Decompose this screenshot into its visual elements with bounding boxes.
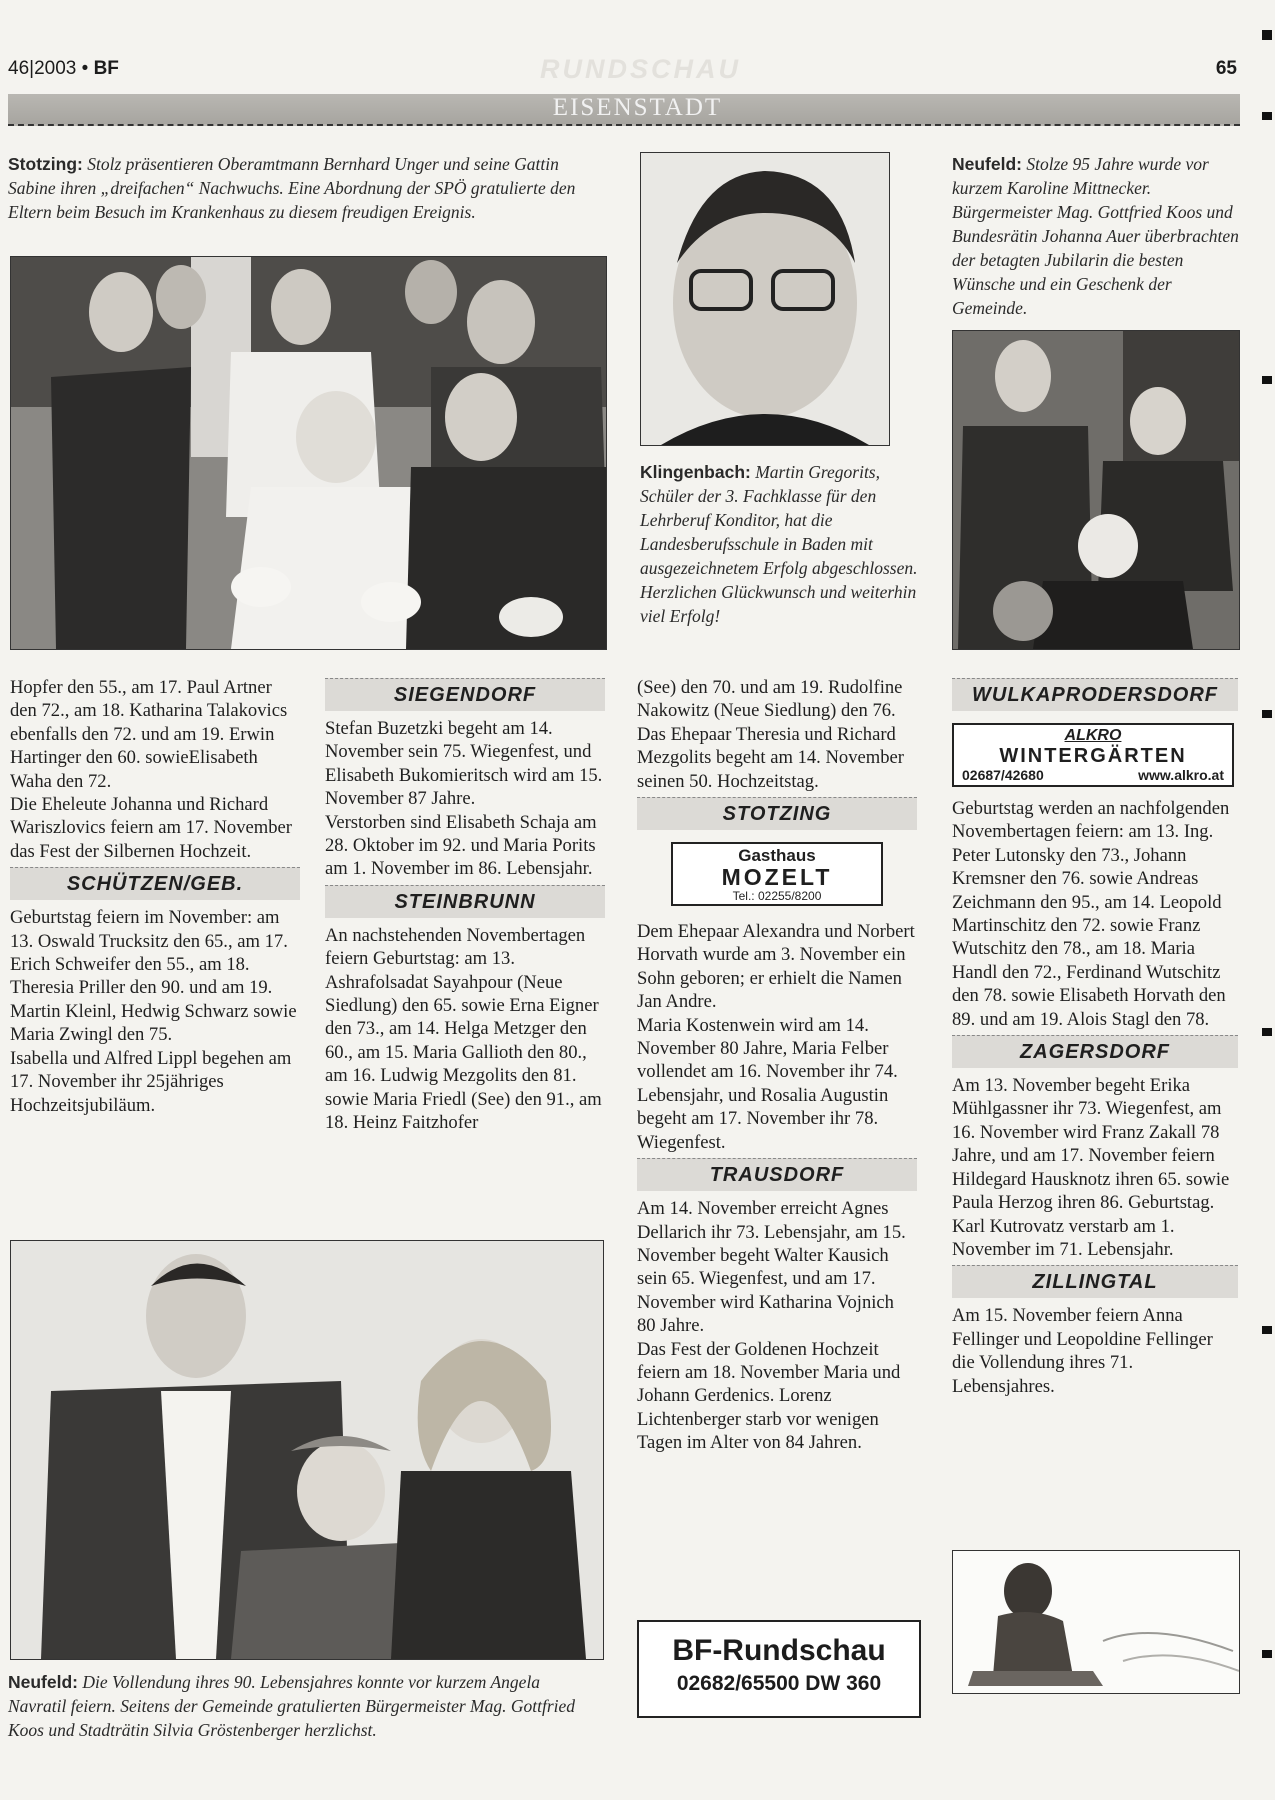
ad-bf-rundschau[interactable] bbox=[637, 1620, 921, 1718]
photo-child-ad bbox=[952, 1550, 1240, 1694]
margin-mark bbox=[1262, 1028, 1272, 1036]
publication-title: RUNDSCHAU bbox=[540, 54, 741, 84]
ad-alkro-phone: 02687/42680 bbox=[962, 767, 1044, 783]
page-number: 65 bbox=[1215, 58, 1237, 79]
section-title: EISENSTADT bbox=[552, 94, 723, 121]
ad-alkro-title: WINTERGÄRTEN bbox=[999, 745, 1187, 767]
column-4 bbox=[952, 678, 1238, 1398]
column-2 bbox=[325, 678, 605, 1135]
paragraph: Das Fest der Goldenen Hochzeit feiern am 18. November Maria und Johann Gerdenics. Lorenz Lichtenberger starb vor wenigen Tagen im Alter von 84 Jahren. bbox=[637, 1338, 901, 1454]
ad-alkro-wintergaerten[interactable] bbox=[952, 723, 1234, 787]
margin-mark bbox=[1262, 1326, 1272, 1334]
photo-neufeld-navratil bbox=[10, 1240, 604, 1660]
ad-bf-title: BF-Rundschau bbox=[672, 1634, 886, 1667]
caption-neufeld-top: Neufeld: Stolze 95 Jahre wurde vor kurzem Karoline Mittnecker. Bürgermeister Mag. Gottfried Koos und Bundesrätin Johanna Auer überbrachten der betagten Jubilarin die besten Wünsche und ein Geschenk der Gemeinde. bbox=[952, 154, 1239, 318]
section-heading-schuetzen: SCHÜTZEN/GEB. bbox=[10, 867, 300, 900]
section-heading-steinbrunn: STEINBRUNN bbox=[325, 885, 605, 918]
issue-label: 46|2003 • BF bbox=[8, 58, 119, 79]
column-1 bbox=[10, 676, 300, 1117]
section-heading-siegendorf: SIEGENDORF bbox=[325, 678, 605, 711]
paragraph: Isabella und Alfred Lippl begehen am 17. November ihr 25jähriges Hochzeitsjubiläum. bbox=[10, 1047, 292, 1116]
paragraph: An nachstehenden Novembertagen feiern Geburtstag: am 13. Ashrafolsadat Sayahpour (Neue Siedlung) den 65. sowie Erna Eigner den 73., am 14. Helga Metzger den 60., am 15. Maria Gallioth den 80., am 16. Ludwig Mezgolits den 81. sowie Maria Friedl (See) den 91., am 18. Heinz Faitzhofer bbox=[325, 924, 602, 1134]
margin-mark bbox=[1262, 30, 1272, 40]
paragraph: Am 14. November erreicht Agnes Dellarich ihr 73. Lebensjahr, am 15. November begeht Walter Kausich sein 65. Wiegenfest, und am 17. November wird Katharina Vojnich 80 Jahre. bbox=[637, 1198, 906, 1337]
paragraph: Das Ehepaar Theresia und Richard Mezgolits begeht am 14. November seinen 50. Hochzeitstag. bbox=[637, 723, 904, 792]
section-heading-zagersdorf: ZAGERSDORF bbox=[952, 1035, 1238, 1068]
margin-mark bbox=[1262, 112, 1272, 120]
paragraph: Stefan Buzetzki begeht am 14. November sein 75. Wiegenfest, und Elisabeth Bukomieritsch wird am 15. November 87 Jahre. bbox=[325, 718, 603, 810]
ad-bf-phone: 02682/65500 DW 360 bbox=[676, 1672, 882, 1695]
ad-alkro-logo: ALKRO bbox=[1064, 727, 1122, 744]
paragraph: Geburtstag feiern im November: am 13. Oswald Trucksitz den 65., am 17. Erich Schweifer den 55., am 18. Theresia Priller den 90. und am 19. Martin Kleinl, Hedwig Schwarz sowie Maria Zwingl den 75. bbox=[10, 907, 297, 1046]
section-heading-wulkaprodersdorf: WULKAPRODERSDORF bbox=[952, 678, 1238, 711]
photo-portrait-boy bbox=[640, 152, 890, 446]
column-3 bbox=[637, 676, 917, 1455]
photo-family bbox=[10, 256, 607, 650]
caption-neufeld-bottom: Neufeld: Die Vollendung ihres 90. Lebensjahres konnte vor kurzem Angela Navratil feiern. Seitens der Gemeinde gratulierten Bürgermeister Mag. Gottfried Koos und Stadträtin Silvia Gröstenberger herzlichst. bbox=[8, 1672, 576, 1740]
photo-neufeld-jubilarin bbox=[952, 330, 1240, 650]
caption-stotzing: Stotzing: Stolz präsentieren Oberamtmann Bernhard Unger und seine Gattin Sabine ihren „dreifachen“ Nachwuchs. Eine Abordnung der SPÖ gratulierte den Eltern beim Besuch im Krankenhaus zu diesem freudigen Ereignis. bbox=[8, 154, 576, 222]
paragraph: Am 15. November feiern Anna Fellinger und Leopoldine Fellinger die Vollendung ihres 71. Lebensjahres. bbox=[952, 1305, 1213, 1397]
paragraph: (See) den 70. und am 19. Rudolfine Nakowitz (Neue Siedlung) den 76. bbox=[637, 677, 903, 722]
paragraph: Am 13. November begeht Erika Mühlgassner ihr 73. Wiegenfest, am 16. November wird Franz Zakall 78 Jahre, und am 17. November feiern Hildegard Hausknotz ihren 65. sowie Paula Herzog ihren 86. Geburtstag. bbox=[952, 1075, 1230, 1214]
paragraph: Geburtstag werden an nachfolgenden Novembertagen feiern: am 13. Ing. Peter Lutonsky den 73., Johann Kremsner den 76. sowie Andreas Zeichmann den 95., am 14. Leopold Martinschitz den 72. sowie Franz Wutschitz den 78., am 18. Maria Handl den 72., Ferdinand Wutschitz den 78. sowie Elisabeth Horvath den 89. und am 19. Alois Stagl den 78. bbox=[952, 798, 1230, 1030]
section-heading-stotzing: STOTZING bbox=[637, 797, 917, 830]
margin-mark bbox=[1262, 710, 1272, 718]
paragraph: Maria Kostenwein wird am 14. November 80 Jahre, Maria Felber vollendet am 16. November ihr 74. Lebensjahr, und Rosalia Augustin begeht am 17. November ihr 78. Wiegenfest. bbox=[637, 1014, 898, 1153]
paragraph: Karl Kutrovatz verstarb am 1. November im 71. Lebensjahr. bbox=[952, 1215, 1175, 1260]
paragraph: Dem Ehepaar Alexandra und Norbert Horvath wurde am 3. November ein Sohn geboren; er erhielt die Namen Jan Andre. bbox=[637, 921, 915, 1013]
paragraph: Die Eheleute Johanna und Richard Wariszlovics feiern am 17. November das Fest der Silbernen Hochzeit. bbox=[10, 794, 292, 862]
margin-mark bbox=[1262, 1650, 1272, 1658]
margin-mark bbox=[1262, 376, 1272, 384]
paragraph: Verstorben sind Elisabeth Schaja am 28. Oktober im 92. und Maria Porits am 1. November im 86. Lebensjahr. bbox=[325, 811, 597, 880]
caption-klingenbach: Klingenbach: Martin Gregorits, Schüler der 3. Fachklasse für den Lehrberuf Konditor, hat die Landesberufsschule in Baden mit ausgezeichnetem Erfolg abgeschlossen. Herzlichen Glückwunsch und weiterhin viel Erfolg! bbox=[640, 462, 918, 626]
paragraph: Hopfer den 55., am 17. Paul Artner den 72., am 18. Katharina Talakovics ebenfalls den 72. und am 19. Erwin Hartinger den 60. sowieElisabeth Waha den 72. bbox=[10, 677, 288, 792]
ad-alkro-web[interactable]: www.alkro.at bbox=[1138, 767, 1224, 783]
section-heading-zillingtal: ZILLINGTAL bbox=[952, 1265, 1238, 1298]
ad-gasthaus-mozelt[interactable] bbox=[671, 842, 883, 906]
ad-mozelt-line1: Gasthaus bbox=[738, 846, 816, 866]
ad-mozelt-line2: MOZELT bbox=[721, 864, 833, 891]
section-heading-trausdorf: TRAUSDORF bbox=[637, 1158, 917, 1191]
ad-mozelt-phone: Tel.: 02255/8200 bbox=[732, 889, 822, 904]
